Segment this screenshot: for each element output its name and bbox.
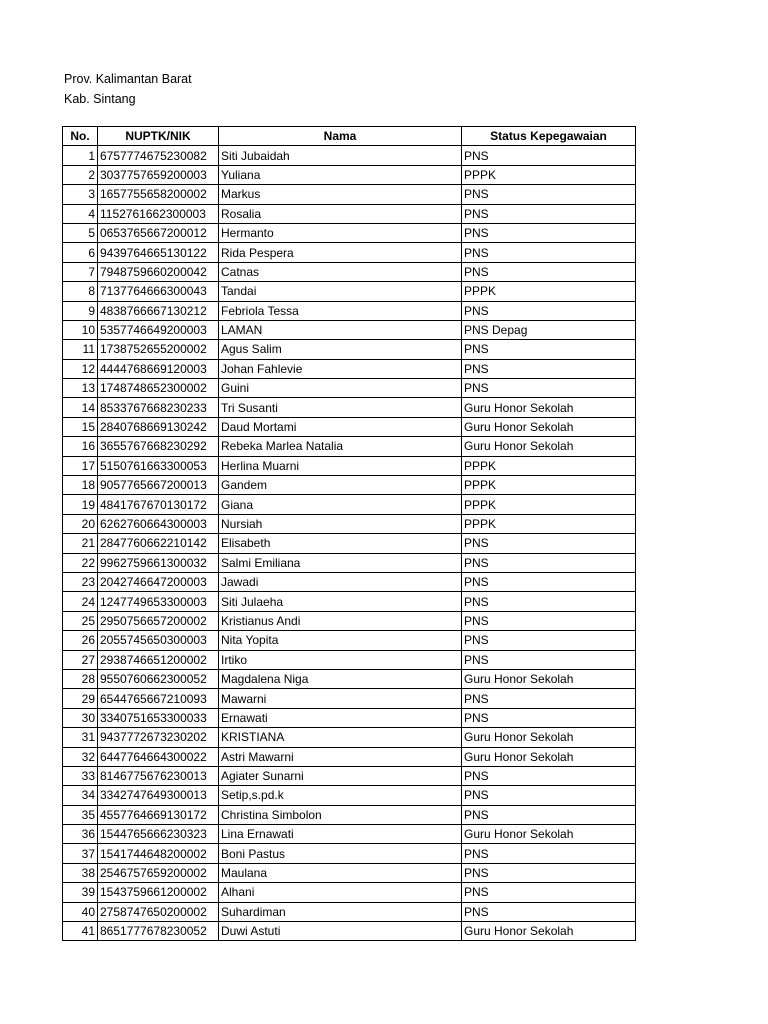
table-row xyxy=(63,805,636,824)
row-number: 32 xyxy=(63,747,98,766)
document-header xyxy=(64,69,192,109)
table-row xyxy=(63,437,636,456)
row-number: 5 xyxy=(63,223,98,242)
status-cell: PNS xyxy=(462,611,636,630)
status-cell: PPPK xyxy=(462,514,636,533)
nama-cell: Markus xyxy=(219,185,462,204)
nama-cell: Lina Ernawati xyxy=(219,825,462,844)
status-cell: PNS xyxy=(462,204,636,223)
table-row xyxy=(63,204,636,223)
status-cell: PNS xyxy=(462,572,636,591)
table-row xyxy=(63,650,636,669)
nuptk-nik-cell: 2042746647200003 xyxy=(98,572,219,591)
nama-cell: Agus Salim xyxy=(219,340,462,359)
table-row xyxy=(63,223,636,242)
nuptk-nik-cell: 2950756657200002 xyxy=(98,611,219,630)
nama-cell: Giana xyxy=(219,495,462,514)
row-number: 27 xyxy=(63,650,98,669)
row-number: 12 xyxy=(63,359,98,378)
status-cell: PNS xyxy=(462,708,636,727)
table-row xyxy=(63,146,636,165)
nuptk-nik-cell: 2546757659200002 xyxy=(98,863,219,882)
row-number: 30 xyxy=(63,708,98,727)
row-number: 9 xyxy=(63,301,98,320)
table-row xyxy=(63,902,636,921)
row-number: 28 xyxy=(63,669,98,688)
nuptk-nik-cell: 4841767670130172 xyxy=(98,495,219,514)
nama-cell: Suhardiman xyxy=(219,902,462,921)
nama-cell: Jawadi xyxy=(219,572,462,591)
nuptk-nik-cell: 1152761662300003 xyxy=(98,204,219,223)
nuptk-nik-cell: 2847760662210142 xyxy=(98,534,219,553)
table-row xyxy=(63,747,636,766)
row-number: 7 xyxy=(63,262,98,281)
table-row xyxy=(63,553,636,572)
row-number: 26 xyxy=(63,631,98,650)
row-number: 1 xyxy=(63,146,98,165)
status-cell: Guru Honor Sekolah xyxy=(462,398,636,417)
column-header-nama: Nama xyxy=(219,127,462,146)
table-row xyxy=(63,883,636,902)
status-cell: PNS xyxy=(462,340,636,359)
table-row xyxy=(63,301,636,320)
status-cell: PNS xyxy=(462,592,636,611)
row-number: 36 xyxy=(63,825,98,844)
nama-cell: Kristianus Andi xyxy=(219,611,462,630)
table-row xyxy=(63,398,636,417)
nuptk-nik-cell: 9437772673230202 xyxy=(98,728,219,747)
nama-cell: Hermanto xyxy=(219,223,462,242)
status-cell: PNS xyxy=(462,243,636,262)
nama-cell: Irtiko xyxy=(219,650,462,669)
nama-cell: Rosalia xyxy=(219,204,462,223)
staff-table xyxy=(62,126,636,941)
status-cell: PPPK xyxy=(462,476,636,495)
table-row xyxy=(63,185,636,204)
nama-cell: Tandai xyxy=(219,282,462,301)
table-row xyxy=(63,379,636,398)
row-number: 31 xyxy=(63,728,98,747)
status-cell: PPPK xyxy=(462,456,636,475)
nuptk-nik-cell: 9439764665130122 xyxy=(98,243,219,262)
nama-cell: Alhani xyxy=(219,883,462,902)
nuptk-nik-cell: 5150761663300053 xyxy=(98,456,219,475)
nama-cell: Astri Mawarni xyxy=(219,747,462,766)
status-cell: PNS xyxy=(462,902,636,921)
row-number: 3 xyxy=(63,185,98,204)
status-cell: Guru Honor Sekolah xyxy=(462,728,636,747)
row-number: 18 xyxy=(63,476,98,495)
row-number: 19 xyxy=(63,495,98,514)
table-row xyxy=(63,844,636,863)
row-number: 16 xyxy=(63,437,98,456)
table-row xyxy=(63,262,636,281)
row-number: 38 xyxy=(63,863,98,882)
nuptk-nik-cell: 8651777678230052 xyxy=(98,922,219,941)
table-row xyxy=(63,165,636,184)
nama-cell: Rebeka Marlea Natalia xyxy=(219,437,462,456)
row-number: 40 xyxy=(63,902,98,921)
row-number: 35 xyxy=(63,805,98,824)
nuptk-nik-cell: 0653765667200012 xyxy=(98,223,219,242)
nuptk-nik-cell: 1657755658200002 xyxy=(98,185,219,204)
nama-cell: Setip,s.pd.k xyxy=(219,786,462,805)
table-row xyxy=(63,243,636,262)
nama-cell: Mawarni xyxy=(219,689,462,708)
status-cell: PNS xyxy=(462,805,636,824)
table-row xyxy=(63,359,636,378)
nuptk-nik-cell: 2938746651200002 xyxy=(98,650,219,669)
nuptk-nik-cell: 2840768669130242 xyxy=(98,417,219,436)
table-row xyxy=(63,669,636,688)
status-cell: PPPK xyxy=(462,282,636,301)
nama-cell: Nita Yopita xyxy=(219,631,462,650)
row-number: 14 xyxy=(63,398,98,417)
table-row xyxy=(63,572,636,591)
nama-cell: Duwi Astuti xyxy=(219,922,462,941)
row-number: 29 xyxy=(63,689,98,708)
nama-cell: Guini xyxy=(219,379,462,398)
nuptk-nik-cell: 9550760662300052 xyxy=(98,669,219,688)
nama-cell: Gandem xyxy=(219,476,462,495)
status-cell: PNS xyxy=(462,786,636,805)
status-cell: Guru Honor Sekolah xyxy=(462,922,636,941)
table-header-row xyxy=(63,127,636,146)
table-row xyxy=(63,611,636,630)
row-number: 37 xyxy=(63,844,98,863)
status-cell: PNS xyxy=(462,766,636,785)
nama-cell: Febriola Tessa xyxy=(219,301,462,320)
nama-cell: Siti Julaeha xyxy=(219,592,462,611)
nuptk-nik-cell: 8146775676230013 xyxy=(98,766,219,785)
nama-cell: KRISTIANA xyxy=(219,728,462,747)
nuptk-nik-cell: 8533767668230233 xyxy=(98,398,219,417)
nuptk-nik-cell: 6262760664300003 xyxy=(98,514,219,533)
status-cell: Guru Honor Sekolah xyxy=(462,669,636,688)
row-number: 15 xyxy=(63,417,98,436)
nama-cell: Catnas xyxy=(219,262,462,281)
nuptk-nik-cell: 2758747650200002 xyxy=(98,902,219,921)
nuptk-nik-cell: 1748748652300002 xyxy=(98,379,219,398)
status-cell: PNS xyxy=(462,689,636,708)
row-number: 22 xyxy=(63,553,98,572)
status-cell: PNS xyxy=(462,863,636,882)
nama-cell: Elisabeth xyxy=(219,534,462,553)
status-cell: Guru Honor Sekolah xyxy=(462,417,636,436)
table-row xyxy=(63,592,636,611)
nuptk-nik-cell: 1541744648200002 xyxy=(98,844,219,863)
nama-cell: Yuliana xyxy=(219,165,462,184)
row-number: 25 xyxy=(63,611,98,630)
row-number: 41 xyxy=(63,922,98,941)
table-row xyxy=(63,766,636,785)
table-row xyxy=(63,514,636,533)
nama-cell: Daud Mortami xyxy=(219,417,462,436)
status-cell: PNS xyxy=(462,844,636,863)
nuptk-nik-cell: 4557764669130172 xyxy=(98,805,219,824)
table-row xyxy=(63,631,636,650)
nuptk-nik-cell: 9057765667200013 xyxy=(98,476,219,495)
table-row xyxy=(63,922,636,941)
column-header-nik: NUPTK/NIK xyxy=(98,127,219,146)
row-number: 4 xyxy=(63,204,98,223)
table-row xyxy=(63,786,636,805)
row-number: 20 xyxy=(63,514,98,533)
column-header-no: No. xyxy=(63,127,98,146)
nama-cell: Ernawati xyxy=(219,708,462,727)
nama-cell: Tri Susanti xyxy=(219,398,462,417)
nuptk-nik-cell: 1247749653300003 xyxy=(98,592,219,611)
table-row xyxy=(63,825,636,844)
row-number: 33 xyxy=(63,766,98,785)
nama-cell: Christina Simbolon xyxy=(219,805,462,824)
nuptk-nik-cell: 3342747649300013 xyxy=(98,786,219,805)
nama-cell: Boni Pastus xyxy=(219,844,462,863)
nama-cell: Nursiah xyxy=(219,514,462,533)
row-number: 8 xyxy=(63,282,98,301)
status-cell: Guru Honor Sekolah xyxy=(462,437,636,456)
nuptk-nik-cell: 6447764664300022 xyxy=(98,747,219,766)
nuptk-nik-cell: 6544765667210093 xyxy=(98,689,219,708)
nama-cell: Maulana xyxy=(219,863,462,882)
status-cell: PNS xyxy=(462,379,636,398)
nuptk-nik-cell: 2055745650300003 xyxy=(98,631,219,650)
nuptk-nik-cell: 6757774675230082 xyxy=(98,146,219,165)
table-row xyxy=(63,320,636,339)
status-cell: PNS xyxy=(462,883,636,902)
row-number: 17 xyxy=(63,456,98,475)
table-body xyxy=(63,146,636,941)
table-row xyxy=(63,417,636,436)
row-number: 39 xyxy=(63,883,98,902)
status-cell: PPPK xyxy=(462,495,636,514)
status-cell: PNS xyxy=(462,534,636,553)
status-cell: PNS xyxy=(462,185,636,204)
nama-cell: Agiater Sunarni xyxy=(219,766,462,785)
status-cell: PNS xyxy=(462,262,636,281)
nuptk-nik-cell: 5357746649200003 xyxy=(98,320,219,339)
status-cell: PNS Depag xyxy=(462,320,636,339)
nuptk-nik-cell: 9962759661300032 xyxy=(98,553,219,572)
row-number: 6 xyxy=(63,243,98,262)
nuptk-nik-cell: 3340751653300033 xyxy=(98,708,219,727)
table-row xyxy=(63,689,636,708)
status-cell: PPPK xyxy=(462,165,636,184)
nuptk-nik-cell: 4444768669120003 xyxy=(98,359,219,378)
nuptk-nik-cell: 4838766667130212 xyxy=(98,301,219,320)
row-number: 11 xyxy=(63,340,98,359)
table-row xyxy=(63,340,636,359)
nuptk-nik-cell: 1544765666230323 xyxy=(98,825,219,844)
nama-cell: Magdalena Niga xyxy=(219,669,462,688)
nama-cell: Rida Pespera xyxy=(219,243,462,262)
nuptk-nik-cell: 3655767668230292 xyxy=(98,437,219,456)
province-label: Prov. Kalimantan Barat xyxy=(64,72,192,86)
regency-label: Kab. Sintang xyxy=(64,92,136,106)
status-cell: PNS xyxy=(462,553,636,572)
nuptk-nik-cell: 1738752655200002 xyxy=(98,340,219,359)
status-cell: PNS xyxy=(462,359,636,378)
nama-cell: Salmi Emiliana xyxy=(219,553,462,572)
status-cell: PNS xyxy=(462,146,636,165)
table-row xyxy=(63,456,636,475)
nuptk-nik-cell: 7948759660200042 xyxy=(98,262,219,281)
column-header-status: Status Kepegawaian xyxy=(462,127,636,146)
nama-cell: Herlina Muarni xyxy=(219,456,462,475)
table-row xyxy=(63,728,636,747)
row-number: 21 xyxy=(63,534,98,553)
status-cell: Guru Honor Sekolah xyxy=(462,825,636,844)
status-cell: PNS xyxy=(462,631,636,650)
nama-cell: LAMAN xyxy=(219,320,462,339)
row-number: 24 xyxy=(63,592,98,611)
nuptk-nik-cell: 7137764666300043 xyxy=(98,282,219,301)
table-row xyxy=(63,708,636,727)
row-number: 13 xyxy=(63,379,98,398)
table-row xyxy=(63,534,636,553)
row-number: 10 xyxy=(63,320,98,339)
row-number: 23 xyxy=(63,572,98,591)
nama-cell: Siti Jubaidah xyxy=(219,146,462,165)
table-row xyxy=(63,495,636,514)
row-number: 2 xyxy=(63,165,98,184)
nuptk-nik-cell: 1543759661200002 xyxy=(98,883,219,902)
status-cell: PNS xyxy=(462,650,636,669)
status-cell: PNS xyxy=(462,223,636,242)
nama-cell: Johan Fahlevie xyxy=(219,359,462,378)
nuptk-nik-cell: 3037757659200003 xyxy=(98,165,219,184)
status-cell: PNS xyxy=(462,301,636,320)
row-number: 34 xyxy=(63,786,98,805)
status-cell: Guru Honor Sekolah xyxy=(462,747,636,766)
table-row xyxy=(63,282,636,301)
table-row xyxy=(63,863,636,882)
table-row xyxy=(63,476,636,495)
